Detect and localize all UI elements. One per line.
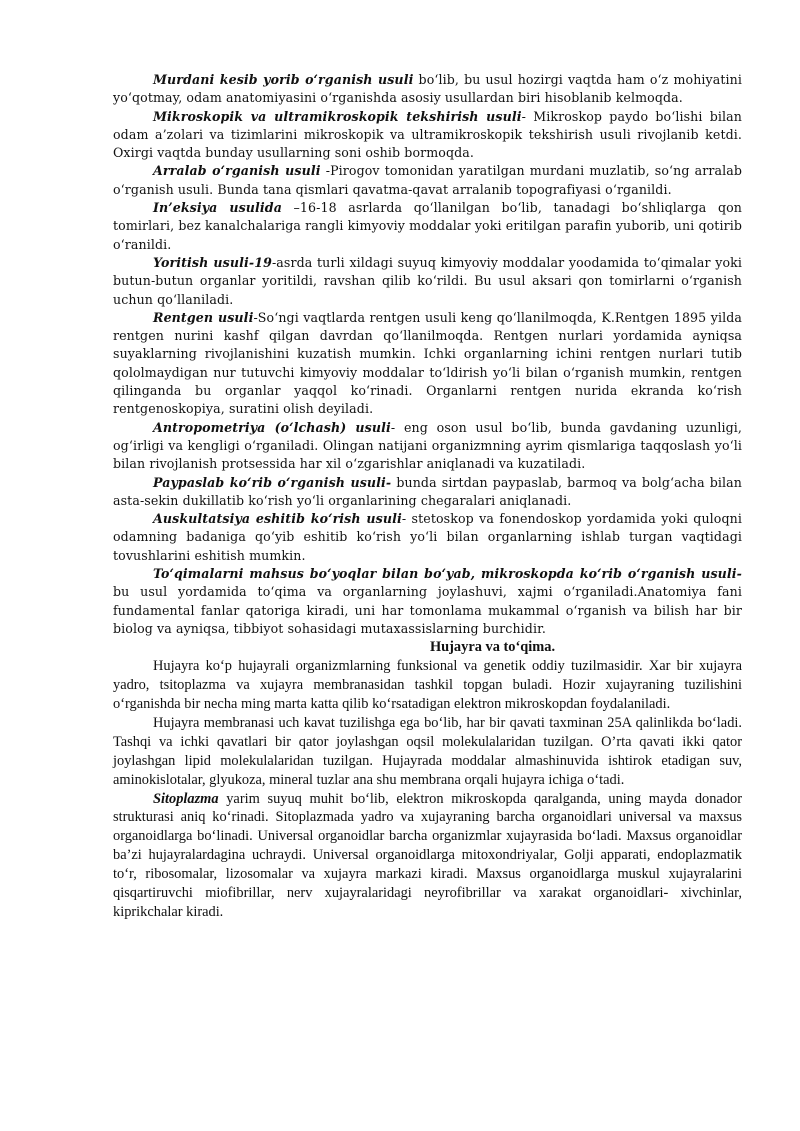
paragraph-rentgen [113, 309, 742, 419]
paragraph-text: bu usul yordamida to‘qima va organlarning joylashuvi, xajmi o‘rganiladi.Anatomiya fani fundamental fanlar qatoriga kiradi, uni har tomonlama mukammal o‘rganish va bilish har bir biolog va ayniqsa, tibbiyot sohasidagi mutaxassislarning burchidir. [113, 584, 742, 636]
paragraph-text: -asrda turli xildagi suyuq kimyoviy moddalar yoodamida to‘qimalar yoki butun-butun organlar yoritildi, ravshan qilib ko‘rildi. Bu usul aksari qon tomirlarni o‘rganish uchun qo‘llaniladi. [113, 254, 742, 307]
paragraph-murdani [113, 71, 742, 108]
paragraph-text: - Mikroskop paydo bo‘lishi bilan odam a’zolari va tizimlarini mikroskopik va ultramikroskopik tekshirish usuli rivojlanib ketdi. Oxirgi vaqtda bunday usullarning soni oshib bormoqda. [113, 108, 742, 161]
paragraph-mikroskopik [113, 108, 742, 163]
term-label: Sitoplazma [153, 790, 219, 807]
paragraph-text: - eng oson usul bo‘lib, bunda gavdaning uzunligi, og‘irligi va kengligi o‘rganiladi. Olingan natijani organizmning ayrim qismlariga taqqoslash yo‘li bilan rivojlanish protsessida har xil o‘zgarishlar aniqlanadi va kuzatiladi. [113, 419, 742, 472]
paragraph-yoritish [113, 254, 742, 309]
paragraph-text: bunda sirtdan paypaslab, barmoq va bolg‘acha bilan asta-sekin dukillatib ko‘rish yo‘li organlarining chegaralari aniqlanadi. [113, 474, 743, 508]
paragraph-text: yarim suyuq muhit bo‘lib, elektron mikroskopda qaralganda, uning mayda donador strukturasi aniq ko‘rinadi. Sitoplazmada yadro va xujayraning barcha organoidlari universal va maxsus organoidlarga bo‘linadi. Universal organoidlar barcha organizmlar xujayrasida bo‘ladi. Maxsus organoidlar ba’zi hujayralardagina uchraydi. Universal organoidlarga mitoxondriyalar, Golji apparati, endoplazmatik to‘r, ribosomalar, lizosomalar va xujayra markazi kiradi. Maxsus organoidlarga muskul xujayralarini qisqartiruvchi miofibrillar, nerv xujayralaridagi neyrofibrillar va xarakat organoidlari- xivchinlar, kiprikchalar kiradi. [113, 790, 742, 920]
paragraph-text: -So‘ngi vaqtlarda rentgen usuli keng qo‘llanilmoqda, K.Rentgen 1895 yilda rentgen nurini kashf qilgan davrdan qo‘llanilmoqda. Rentgen nurlari yordamida ayniqsa suyaklarning rivojlanishini kuzatish mumkin. Ichki organlarning ichini rentgen nurlari tutib qololmaydigan nur tutuvchi kimyoviy moddalar to‘ldirish yo‘li bilan o‘rganish mumkin, rentgen qilinganda bu organlar yaqqol ko‘rinadi. Organlarni rentgen nurida ekranda ko‘rish rentgenoskopiya, suratini olish deyiladi. [113, 309, 742, 417]
term-label: Paypaslab ko‘rib o‘rganish usuli- [153, 474, 392, 490]
term-label: Murdani kesib yorib o‘rganish usuli [153, 72, 414, 87]
term-label: Mikroskopik va ultramikroskopik tekshirish usuli [153, 108, 522, 124]
term-label: To‘qimalarni mahsus bo‘yoqlar bilan bo‘yab, mikroskopda ko‘rib o‘rganish usuli- [153, 566, 742, 582]
paragraph-sitoplazma [113, 790, 742, 922]
paragraph-paypaslab [113, 474, 742, 511]
section-heading: Hujayra va to‘qima. [429, 639, 556, 656]
term-label: In’eksiya usulida [153, 200, 282, 216]
paragraph-text: bo‘lib, bu usul hozirgi vaqtda ham o‘z mohiyatini yo‘qotmay, odam anatomiyasini o‘rganishda asosiy usullardan biri hisoblanib kelmoqda. [113, 72, 742, 106]
paragraph-auskultatsiya [113, 510, 742, 565]
paragraph-text: –16-18 asrlarda qo‘llanilgan bo‘lib, tanadagi bo‘shliqlarga qon tomirlari, bez kanalchalariga rangli kimyoviy moddalar yoki eritilgan parafin yuborib, uni qotirib o‘ranildi. [113, 200, 742, 252]
term-label: Yoritish usuli-19 [153, 254, 272, 270]
paragraph-text: Hujayra ko‘p hujayrali organizmlarning funksional va genetik oddiy tuzilmasidir. Xar bir xujayra yadro, tsitoplazma va xujayra membranasidan tashkil topgan buladi. Hozir xujayraning tuzilishini o‘rganishda bir necha ming marta katta qilib ko‘rsatadigan elektron mikroskopdan foydalaniladi. [113, 658, 742, 713]
paragraph-text: Hujayra membranasi uch kavat tuzilishga ega bo‘lib, har bir qavati taxminan 25A qalinlikda bo‘ladi. Tashqi va ichki qavatlari bir qator joylashgan oqsil molekulalaridan tuzilgan. O’rta qavati ikki qator joylashgan lipid molekulalaridan tuzilgan. Hujayrada moddalar almashinuvida ishtirok etadigan suv, aminokislotalar, glyukoza, mineral tuzlar ana shu membrana orqali hujayra ichiga o‘tadi. [113, 714, 742, 788]
term-label: Arralab o‘rganish usuli [153, 163, 321, 179]
paragraph-hujayra [113, 657, 742, 714]
document-page [113, 71, 742, 922]
term-label: Rentgen usuli [153, 309, 254, 325]
paragraph-text: - stetoskop va fonendoskop yordamida yoki quloqni odamning badaniga qo‘yib eshitib ko‘rish yo‘li bilan organlarning ishlab turgan vaqtidagi tovushlarini eshitish mumkin. [113, 511, 742, 563]
paragraph-text: -Pirogov tomonidan yaratilgan murdani muzlatib, so‘ng arralab o‘rganish usuli. Bunda tana qismlari qavatma-qavat arralanib topografiyasi o‘rganildi. [113, 163, 742, 197]
paragraph-antropometriya [113, 419, 742, 474]
term-label: Auskultatsiya eshitib ko‘rish usuli [153, 511, 402, 527]
paragraph-membrana [113, 714, 742, 790]
paragraph-arralab [113, 162, 742, 199]
paragraph-toqimalarni [113, 565, 742, 638]
paragraph-ineksiya [113, 199, 742, 254]
term-label: Antropometriya (o‘lchash) usuli [153, 419, 391, 435]
